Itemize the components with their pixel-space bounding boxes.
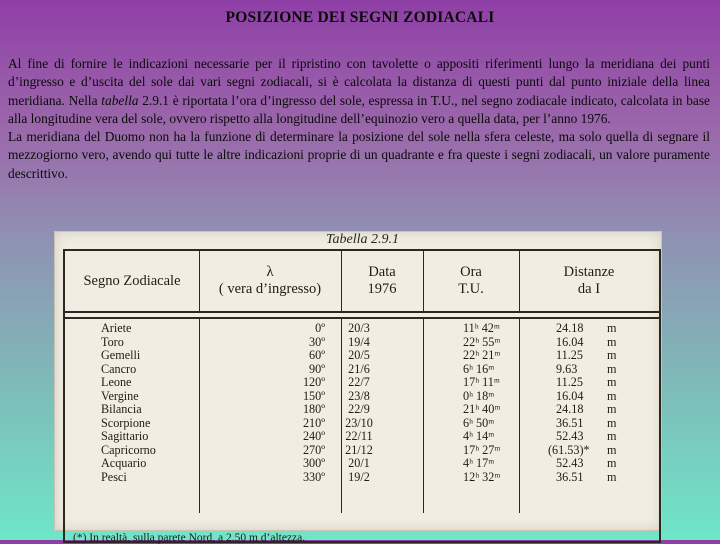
- cell-dist: (61.53)*: [548, 442, 590, 457]
- cell-unit: m: [607, 442, 617, 457]
- header-ora-sub: T.U.: [458, 281, 484, 297]
- table-row: [65, 362, 659, 376]
- table-row: [65, 348, 659, 362]
- table-row: [65, 321, 659, 335]
- table-row: [65, 416, 659, 430]
- cell-segno: Gemelli: [101, 348, 141, 362]
- table-row: [65, 443, 659, 457]
- cell-ora: 22ʰ 21ᵐ: [463, 348, 501, 362]
- cell-data: 20/3: [348, 321, 370, 335]
- cell-segno: Pesci: [101, 469, 127, 484]
- header-lambda-label: λ: [266, 264, 274, 280]
- cell-unit: m: [607, 429, 617, 443]
- table-body: [65, 321, 659, 483]
- cell-lambda: 300º: [302, 456, 325, 470]
- cell-dist: 52.43: [556, 429, 584, 443]
- cell-lambda: 30º: [309, 334, 325, 349]
- header-ora-label: Ora: [460, 264, 482, 280]
- cell-unit: m: [607, 456, 617, 470]
- cell-unit: m: [607, 375, 617, 389]
- zodiac-table: [63, 249, 661, 543]
- paragraph-1: [8, 55, 710, 128]
- cell-unit: m: [607, 348, 617, 362]
- cell-data: 19/2: [348, 469, 370, 484]
- cell-ora: 12ʰ 32ᵐ: [463, 469, 501, 484]
- cell-lambda: 150º: [302, 388, 325, 403]
- cell-ora: 4ʰ 17ᵐ: [463, 456, 495, 470]
- cell-data: 23/8: [348, 388, 370, 403]
- paragraph-2: La meridiana del Duomo non ha la funzione di determinare la posizione del sole nella sfera celeste, ma solo quella di segnare il mezzogiorno vero, avendo qui tutte le altre indicazioni proprie di un quadrante e fra queste i segni zodiacali, un valore puramente descrittivo.: [8, 129, 710, 181]
- table-footnote: (*) In realtà, sulla parete Nord, a 2.50 m d’altezza.: [73, 532, 306, 544]
- cell-lambda: 0º: [315, 321, 325, 335]
- cell-lambda: 60º: [309, 348, 325, 362]
- cell-ora: 21ʰ 40ᵐ: [463, 402, 501, 416]
- header-segno-label: Segno Zodiacale: [83, 272, 181, 289]
- table-caption: Tabella 2.9.1: [326, 232, 399, 247]
- cell-dist: 11.25: [556, 348, 583, 362]
- cell-dist: 11.25: [556, 375, 583, 389]
- paragraph-1-part-a: Al fine di fornire le indicazioni necessarie per il ripristino con tavolette o appositi riferimenti lungo la meridiana dei punti d’ingresso e d’uscita del sole dai vari segni zodiacali, si è calcolata la distanza di questi punti dal punto iniziale della linea meridiana. Nella: [8, 56, 710, 108]
- cell-segno: Vergine: [101, 388, 139, 403]
- table-row: [65, 470, 659, 484]
- cell-segno: Acquario: [101, 456, 147, 470]
- table-row: [65, 402, 659, 416]
- cell-unit: m: [607, 334, 617, 349]
- cell-data: 22/11: [345, 429, 373, 443]
- paragraph-1-part-b: 2.9.1 è riportata l’ora d’ingresso del sole, espressa in T.U., nel segno zodiacale indicato, calcolata in base alla longitudine vera del sole, ovvero rispetto alla longitudine dell’equinozio vero a quella data, per l’anno 1976.: [8, 92, 711, 126]
- page-title: POSIZIONE DEI SEGNI ZODIACALI: [225, 9, 495, 26]
- cell-dist: 36.51: [556, 469, 584, 484]
- table-row: [65, 429, 659, 443]
- cell-ora: 6ʰ 50ᵐ: [463, 415, 495, 430]
- cell-dist: 16.04: [556, 388, 584, 403]
- cell-segno: Ariete: [101, 321, 132, 335]
- cell-data: 21/12: [345, 442, 373, 457]
- body-text: [8, 55, 710, 183]
- cell-segno: Leone: [101, 375, 132, 389]
- cell-segno: Bilancia: [101, 402, 142, 416]
- cell-ora: 11ʰ 42ᵐ: [463, 321, 500, 335]
- cell-lambda: 330º: [302, 469, 325, 484]
- table-row: [65, 375, 659, 389]
- cell-segno: Capricorno: [101, 442, 156, 457]
- cell-data: 19/4: [348, 334, 370, 349]
- header-segno: [65, 251, 200, 311]
- paragraph-1-emphasis: tabella: [101, 92, 139, 108]
- header-lambda: [199, 251, 342, 311]
- cell-data: 22/7: [348, 375, 370, 389]
- cell-lambda: 180º: [302, 402, 325, 416]
- cell-data: 20/5: [348, 348, 370, 362]
- header-dist-label: Distanze: [563, 264, 615, 280]
- cell-unit: m: [607, 361, 617, 376]
- cell-dist: 36.51: [556, 415, 584, 430]
- header-data-label: Data: [368, 264, 396, 280]
- cell-dist: 16.04: [556, 334, 584, 349]
- header-dist-sub: da I: [577, 281, 601, 297]
- table-header: [65, 251, 659, 313]
- cell-ora: 22ʰ 55ᵐ: [463, 334, 501, 349]
- header-data: [341, 251, 424, 311]
- cell-lambda: 120º: [302, 375, 325, 389]
- cell-ora: 17ʰ 27ᵐ: [463, 442, 501, 457]
- cell-unit: m: [607, 415, 617, 430]
- cell-lambda: 210º: [302, 415, 325, 430]
- cell-ora: 6ʰ 16ᵐ: [463, 361, 495, 376]
- cell-segno: Cancro: [101, 361, 137, 376]
- cell-lambda: 270º: [302, 442, 325, 457]
- cell-ora: 17ʰ 11ᵐ: [463, 375, 500, 389]
- cell-ora: 0ʰ 18ᵐ: [463, 388, 495, 403]
- cell-data: 22/9: [348, 402, 370, 416]
- cell-unit: m: [607, 402, 617, 416]
- table-row: [65, 335, 659, 349]
- cell-ora: 4ʰ 14ᵐ: [463, 429, 495, 443]
- table-row: [65, 456, 659, 470]
- cell-lambda: 90º: [309, 361, 325, 376]
- header-dist: [519, 251, 659, 311]
- cell-dist: 24.18: [556, 402, 584, 416]
- header-lambda-sub: ( vera d’ingresso): [218, 281, 322, 297]
- cell-data: 23/10: [345, 415, 373, 430]
- cell-lambda: 240º: [302, 429, 325, 443]
- cell-segno: Scorpione: [101, 415, 151, 430]
- header-spacer: [65, 311, 659, 319]
- table-row: [65, 389, 659, 403]
- cell-dist: 24.18: [556, 321, 584, 335]
- cell-dist: 52.43: [556, 456, 584, 470]
- cell-segno: Toro: [101, 334, 124, 349]
- cell-data: 20/1: [348, 456, 370, 470]
- cell-unit: m: [607, 469, 617, 484]
- cell-data: 21/6: [348, 361, 370, 376]
- cell-segno: Sagittario: [101, 429, 149, 443]
- header-data-sub: 1976: [367, 281, 397, 297]
- cell-unit: m: [607, 388, 617, 403]
- header-ora: [423, 251, 520, 311]
- cell-dist: 9.63: [556, 361, 578, 376]
- cell-unit: m: [607, 321, 617, 335]
- table-scan-image: [54, 231, 662, 544]
